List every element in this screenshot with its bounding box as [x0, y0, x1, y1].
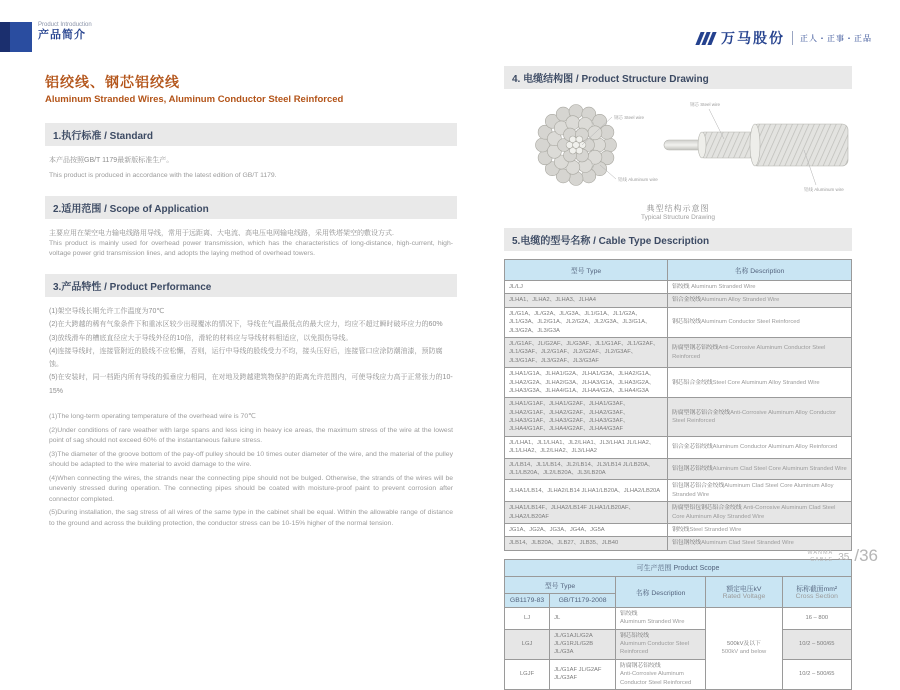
description-cell: [668, 398, 852, 437]
product-scope-row: [505, 629, 852, 659]
scope-header-new-standard: GB/T1179-2008: [550, 593, 616, 607]
description-cell: [668, 337, 852, 367]
section-label: [38, 22, 92, 41]
heading-standard: 1.执行标准 / Standard: [45, 123, 457, 146]
description-en: Anti-Corrosive Aluminum Conductor Steel Reinforced: [672, 345, 826, 360]
cross-section-cell: 16 – 800: [782, 607, 851, 629]
performance-item-en: (2)Under conditions of rare weather with large spans and less icing in heavy ice areas, the maximum stress of the wire at the lowest point of sag should not exceed 60% of the instantaneous failure stress.: [49, 426, 453, 445]
scope-header-voltage: [706, 576, 782, 607]
scope-description-en: Aluminum Conductor Steel Reinforced: [620, 640, 689, 656]
cable-types-table: [504, 259, 852, 551]
drawing-caption-en: Typical Structure Drawing: [640, 214, 716, 221]
description-en: Steel Core Aluminum Alloy Stranded Wire: [712, 379, 820, 386]
description-zh: 铝合金芯铝绞线: [672, 444, 713, 451]
description-en: Aluminum Stranded Wire: [689, 284, 756, 290]
description-cell: [668, 458, 852, 480]
performance-item-en: (4)When connecting the wires, the strands near the connecting pipe should not be bulged. Otherwise, the strands of the wires will be unevenly stressed during operation. The connecting pipes should be coated with moisture-proof paint to prevent corrosion after connector completed.: [49, 474, 453, 503]
logo-divider: [792, 31, 793, 45]
description-zh: 铝合金绞线: [672, 297, 702, 304]
scope-header-voltage-zh: 额定电压kV: [726, 586, 762, 594]
type-codes-cell: JL/LB14、JL1/LB14、JL2/LB14、JL3/LB14 JL/LB20A、JL1/LB20A、JL2/LB20A、JL3/LB20A: [505, 458, 668, 480]
cross-section-figure: [536, 105, 617, 186]
scope-text-zh: 主要应用在架空电力输电线路用导线，常用于远距离、大电流、高电压电网输电线路，采用铁塔架空的敷设方式.: [49, 229, 394, 237]
scope-header-cross: [782, 576, 851, 607]
scope-header-cross-en: Cross Section: [795, 593, 838, 601]
scope-description-zh: 钢芯铝绞线: [620, 632, 650, 639]
description-cell: [668, 436, 852, 458]
structure-drawing: [504, 95, 852, 221]
cable-type-row: [505, 281, 852, 294]
description-zh: 钢绞线: [672, 526, 690, 533]
scope-header-old-standard: GB1179-83: [505, 593, 550, 607]
page-number-total: /36: [854, 546, 878, 565]
types-header-type: 型号 Type: [505, 260, 668, 281]
side-view-figure: [664, 101, 848, 193]
description-cell: [668, 368, 852, 398]
old-standard-cell: LJ: [505, 607, 550, 629]
company-logo: [698, 28, 872, 48]
description-cell: [668, 502, 852, 524]
description-zh: 铝包钢芯铝合金绞线: [672, 483, 725, 490]
performance-item-en: (1)The long-term operating temperature of the overhead wire is 70℃: [49, 413, 256, 421]
description-zh: 防腐型钢芯铝绞线: [672, 345, 719, 352]
type-codes-cell: JLHA1/G1AF、JLHA1/G2AF、JLHA1/G3AF、JLHA2/G1AF、JLHA2/G2AF、JLHA2/G3AF、JLHA3/G1AF、JLHA3/G2AF、JLHA3/G3AF、JLHA4/G1AF、JLHA4/G2AF、JLHA4/G3AF: [505, 398, 668, 437]
description-zh: 钢芯铝绞线: [672, 319, 702, 326]
cable-type-row: [505, 368, 852, 398]
label-steel-side: 钢芯 Steel wire: [690, 102, 721, 107]
description-en: Aluminum Conductor Steel Reinforced: [701, 319, 800, 326]
description-en: Aluminum Clad Steel Stranded Wire: [701, 540, 794, 547]
performance-item-zh: (3)放线滑车的槽底直径应大于导线外径的10倍，滑轮的材料应与导线材料相适应，以免损伤导线。: [49, 334, 353, 342]
section-label-zh: 产品简介: [38, 28, 86, 41]
type-codes-cell: JLHA1、JLHA2、JLHA3、JLHA4: [505, 294, 668, 307]
heading-performance: 3.产品特性 / Product Performance: [45, 274, 457, 297]
description-cell: [668, 294, 852, 307]
cable-type-row: [505, 502, 852, 524]
performance-item-zh: (1)架空导线长期允许工作温度为70℃: [49, 307, 165, 315]
description-en: Aluminum Clad Steel Core Aluminum Stranded Wire: [712, 465, 847, 472]
performance-item-en: (5)During installation, the sag stress of all wires of the same type in the cabinet shall be equal. Within the allowable range of distance to the ground and across the building protection, the conductor stress can be 10-15% higher of the normal tension.: [49, 509, 453, 527]
product-scope-body: [505, 607, 852, 689]
drawing-caption: [504, 203, 852, 221]
left-column: [45, 72, 457, 532]
scope-description-zh: 防腐钢芯铝绞线: [620, 662, 661, 669]
scope-description-cell: [616, 659, 706, 689]
corner-square: [10, 22, 32, 52]
cable-structure-svg: [504, 95, 852, 197]
cable-type-row: [505, 398, 852, 437]
description-zh: 防腐型铝包钢芯铝合金绞线: [672, 505, 744, 512]
logo-company-name: 万马股份: [721, 30, 785, 46]
cable-type-row: [505, 523, 852, 536]
cross-section-cell: 10/2 – 500/65: [782, 659, 851, 689]
heading-structure: 4. 电缆结构图 / Product Structure Drawing: [504, 66, 852, 89]
page-number-current: 35: [838, 552, 850, 564]
right-column: [504, 66, 852, 690]
description-zh: 防腐型钢芯铝合金绞线: [672, 409, 731, 416]
type-codes-cell: JLB14、JLB20A、JLB27、JLB35、JLB40: [505, 537, 668, 550]
rated-voltage-en: 500kV and below: [721, 649, 767, 656]
footer-brand: [807, 550, 833, 563]
type-codes-cell: JLHA1/LB14、JLHA2/LB14 JLHA1/LB20A、JLHA2/LB20A: [505, 480, 668, 502]
cable-type-row: [505, 307, 852, 337]
description-en: Aluminum Alloy Stranded Wire: [701, 297, 780, 304]
description-cell: [668, 523, 852, 536]
corner-mark: [0, 22, 32, 52]
cross-section-cell: 10/2 – 500/65: [782, 629, 851, 659]
cable-type-row: [505, 337, 852, 367]
scope-table-title: 可生产范围 Product Scope: [505, 559, 852, 576]
scope-header-cross-zh: 标称截面mm²: [796, 586, 838, 594]
scope-header-voltage-en: Rated Voltage: [722, 593, 766, 601]
type-codes-cell: JLHA1/G1A、JLHA1/G2A、JLHA1/G3A、JLHA2/G1A、JLHA2/G2A、JLHA2/G3A、JLHA3/G1A、JLHA3/G2A、JLHA3/G3A、JLHA4/G1A、JLHA4/G2A、JLHA4/G3A: [505, 368, 668, 398]
product-scope-row: [505, 659, 852, 689]
logo-mark-icon: [698, 32, 714, 45]
type-codes-cell: JL/LHA1、JL1/LHA1、JL2/LHA1、JL3/LHA1 JL/LHA2、JL1/LHA2、JL2/LHA2、JL3/LHA2: [505, 436, 668, 458]
description-cell: [668, 307, 852, 337]
cable-types-body: [505, 281, 852, 551]
new-standard-cell: JL/G1AF JL/G2AF JL/G3AF: [550, 659, 616, 689]
cable-type-row: [505, 458, 852, 480]
type-codes-cell: JL/G1A、JL/G2A、JL/G3A、JL1/G1A、JL1/G2A、JL1/G3A、JL2/G1A、JL2/G2A、JL2/G3A、JL3/G1A、JL3/G2A、JL3/G3A: [505, 307, 668, 337]
performance-item-zh: (2)在大跨越的稀有气象条件下和重冰区较少出现覆冰的情况下，导线在气温最低点的最大应力，均应不超过瞬时破坏应力的60%: [49, 321, 443, 329]
footer-brand-line2: CABLE: [810, 556, 834, 563]
performance-list-zh: [49, 305, 453, 398]
description-zh: 铝包钢芯铝绞线: [672, 465, 713, 472]
description-en: Steel Stranded Wire: [689, 526, 742, 533]
page-title: [45, 72, 457, 105]
description-zh: 铝绞线: [672, 284, 690, 290]
type-codes-cell: JG1A、JG2A、JG3A、JG4A、JG5A: [505, 523, 668, 536]
performance-item-zh: (4)连接导线时，连接管附近的股线不应松懈，否则，运行中导线的股线受力不均，接头压好后，连接管口应涂防潮油漆，预防腐蚀。: [49, 347, 443, 369]
page-title-zh: 铝绞线、钢芯铝绞线: [45, 74, 180, 90]
types-header-desc: 名称 Description: [668, 260, 852, 281]
description-en: Anti-Corrosive Aluminum Alloy Conductor Steel Reinforced: [672, 409, 837, 425]
scope-description-cell: [616, 607, 706, 629]
standard-text-en: This product is produced in accordance with the latest edition of GB/T 1179.: [49, 172, 277, 180]
scope-description-en: Aluminum Stranded Wire: [620, 619, 685, 626]
heading-types: 5.电缆的型号名称 / Cable Type Description: [504, 228, 852, 251]
type-codes-cell: JLHA1/LB14F、JLHA2/LB14F JLHA1/LB20AF、JLHA2/LB20AF: [505, 502, 668, 524]
new-standard-cell: JL: [550, 607, 616, 629]
old-standard-cell: LGJF: [505, 659, 550, 689]
cable-type-row: [505, 436, 852, 458]
standard-text-zh: 本产品按照GB/T 1179最新版标准生产。: [49, 157, 174, 164]
label-aluminum-cross: 铝线 Aluminum wire: [618, 177, 658, 182]
scope-text-en: This product is mainly used for overhead power transmission, which has the characteristics of long-distance, high-current, high-voltage power grid transmission lines, and adopts the laying method of overhead towers.: [49, 239, 453, 258]
page-footer: [807, 548, 878, 563]
old-standard-cell: LGJ: [505, 629, 550, 659]
description-en: Aluminum Clad Steel Core Aluminum Alloy Stranded Wire: [672, 483, 834, 498]
scope-header-type: 型号 Type: [505, 576, 616, 593]
logo-slogan: 正人・正事・正品: [800, 33, 872, 43]
description-cell: [668, 281, 852, 294]
performance-item-en: (3)The diameter of the groove bottom of the pay-off pulley should be 10 times outer diameter of the wire, and the material of the pulley should be adapted to the wire material to avoid damage to the wire.: [49, 450, 453, 469]
type-codes-cell: JL/LJ: [505, 281, 668, 294]
rated-voltage-zh: 500kV及以下: [727, 640, 761, 647]
page-title-en: Aluminum Stranded Wires, Aluminum Conductor Steel Reinforced: [45, 94, 344, 105]
scope-description-zh: 铝绞线: [620, 610, 638, 617]
label-steel-cross: 钢芯 Steel wire: [614, 115, 645, 120]
cable-type-row: [505, 294, 852, 307]
description-en: Anti-Corrosive Aluminum Clad Steel Core Aluminum Alloy Stranded Wire: [672, 505, 836, 520]
section-label-en: Product Introduction: [38, 22, 92, 28]
new-standard-cell: JL/G1AJL/G2A JL/G1RJL/G2B JL/G3A: [550, 629, 616, 659]
description-zh: 铝包钢绞线: [672, 540, 702, 547]
footer-brand-line1: WANMA: [807, 550, 834, 557]
drawing-caption-zh: 典型结构示意图: [646, 204, 710, 213]
label-aluminum-side: 铝线 Aluminum wire: [804, 187, 844, 192]
performance-item-zh: (5)在安装时，同一档距内所有导线的弧垂应力相同，在对地及跨越建筑物保护的距离允许范围内，可使导线应力高于正常张力的10-15%: [49, 374, 453, 395]
type-codes-cell: JL/G1AF、JL/G2AF、JL/G3AF、JL1/G1AF、JL1/G2AF、JL1/G3AF、JL2/G1AF、JL2/G2AF、JL2/G3AF、JL3/G1AF、JL3/G2AF、JL3/G3AF: [505, 337, 668, 367]
cable-type-row: [505, 537, 852, 550]
description-en: Aluminum Conductor Aluminum Alloy Reinforced: [712, 444, 838, 451]
product-scope-row: [505, 607, 852, 629]
corner-strip: [0, 22, 10, 52]
scope-description-cell: [616, 629, 706, 659]
description-zh: 钢芯铝合金绞线: [672, 379, 713, 386]
rated-voltage-cell: [706, 607, 782, 689]
scope-header-desc: 名称 Description: [616, 576, 706, 607]
scope-description-en: Anti-Corrosive Aluminum Conductor Steel Reinforced: [620, 671, 692, 686]
performance-list-en: [49, 412, 453, 529]
heading-scope: 2.适用范围 / Scope of Application: [45, 196, 457, 219]
cable-type-row: [505, 480, 852, 502]
description-cell: [668, 480, 852, 502]
